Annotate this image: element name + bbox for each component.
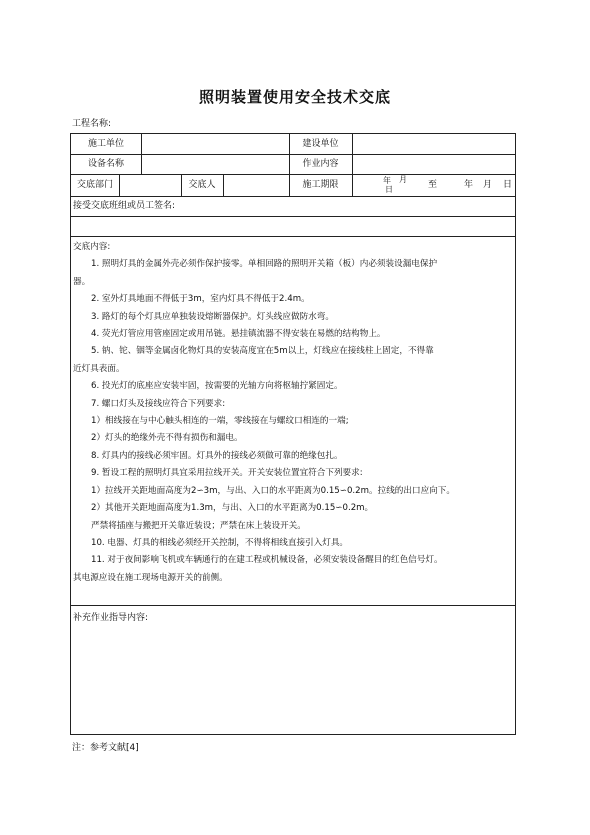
col-divider: [141, 134, 142, 174]
handover-content: [73, 239, 511, 587]
page-title: 照明装置使用安全技术交底: [198, 88, 391, 106]
content-line: 4. 荧光灯管应用管座固定或用吊链。悬挂镇流器不得安装在易燃的结构物上。: [91, 329, 386, 340]
content-line: 器。: [73, 276, 91, 287]
content-line: 严禁将插座与搬把开关靠近装设；严禁在床上装设开关。: [91, 520, 306, 531]
content-line: 5. 钠、铊、铟等金属卤化物灯具的安装高度宜在5m以上，灯线应在接线柱上固定，不得靠: [91, 346, 434, 357]
supplement-title: 补充作业指导内容:: [73, 613, 149, 623]
content-line: 近灯具表面。: [73, 363, 125, 374]
content-line: 1）相线接在与中心触头相连的一端，零线接在与螺纹口相连的一端;: [91, 416, 349, 427]
row-divider: [71, 236, 515, 237]
period-start-month: 月: [399, 175, 407, 184]
construction-unit-label: 施工单位: [87, 139, 124, 149]
content-line: 3. 路灯的每个灯具应单独装设熔断器保护。灯头线应做防水弯。: [91, 311, 334, 322]
period-label: 施工期限: [302, 180, 339, 190]
project-name-label: 工程名称:: [72, 119, 112, 129]
receiver-signature-label: 接受交底班组或员工签名:: [73, 201, 176, 211]
content-line: 10. 电器、灯具的相线必须经开关控制，不得将相线直接引入灯具。: [91, 537, 349, 548]
content-lines: [73, 256, 511, 587]
period-end-day: 日: [503, 180, 513, 190]
equipment-name-label: 设备名称: [87, 159, 124, 169]
handover-dept-label: 交底部门: [76, 180, 113, 190]
period-start-day: 日: [385, 185, 393, 194]
row-divider: [71, 216, 515, 217]
row-divider: [71, 196, 515, 197]
col-divider: [223, 174, 224, 196]
content-title: 交底内容:: [73, 242, 111, 252]
content-line: 11. 对于夜间影响飞机或车辆通行的在建工程或机械设备，必须安装设备醒目的红色信号灯。: [91, 555, 443, 566]
content-line: 1. 照明灯具的金属外壳必须作保护接零。单相回路的照明开关箱（板）内必须装设漏电保护: [91, 259, 438, 270]
col-divider: [119, 174, 120, 196]
building-unit-label: 建设单位: [302, 139, 339, 149]
period-to: 至: [428, 180, 438, 190]
period-start-year: 年: [383, 176, 391, 185]
content-line: 2）灯头的绝缘外壳不得有损伤和漏电。: [91, 433, 243, 444]
content-line: 1）拉线开关距地面高度为2∽3m，与出、入口的水平距离为0.15∽0.2m。拉线的出口应向下。: [91, 485, 455, 496]
content-line: 6. 投光灯的底座应安装牢固，按需要的光轴方向将枢轴拧紧固定。: [91, 381, 343, 392]
content-line: 9. 暂设工程的照明灯具宜采用拉线开关。开关安装位置宜符合下列要求:: [91, 468, 363, 479]
reference-note: 注：参考文献[4]: [72, 743, 139, 753]
content-line: 2. 室外灯具地面不得低于3m，室内灯具不得低于2.4m。: [91, 294, 310, 305]
row-divider: [71, 174, 515, 175]
handover-person-label: 交底人: [188, 180, 216, 190]
row-divider: [71, 154, 515, 155]
content-line: 8. 灯具内的接线必须牢固。灯具外的接线必须做可靠的绝缘包扎。: [91, 450, 343, 461]
period-end-year: 年: [464, 180, 474, 190]
content-line: 2）其他开关距地面高度为1.3m，与出、入口的水平距离为0.15∽0.2m。: [91, 503, 374, 514]
period-end-month: 月: [483, 180, 493, 190]
content-line: 其电源应设在施工现场电源开关的前侧。: [73, 572, 228, 583]
work-content-label: 作业内容: [302, 159, 339, 169]
row-divider: [71, 605, 515, 606]
col-divider: [352, 134, 353, 196]
handover-form: [70, 133, 516, 735]
content-line: 7. 螺口灯头及接线应符合下列要求:: [91, 398, 226, 409]
